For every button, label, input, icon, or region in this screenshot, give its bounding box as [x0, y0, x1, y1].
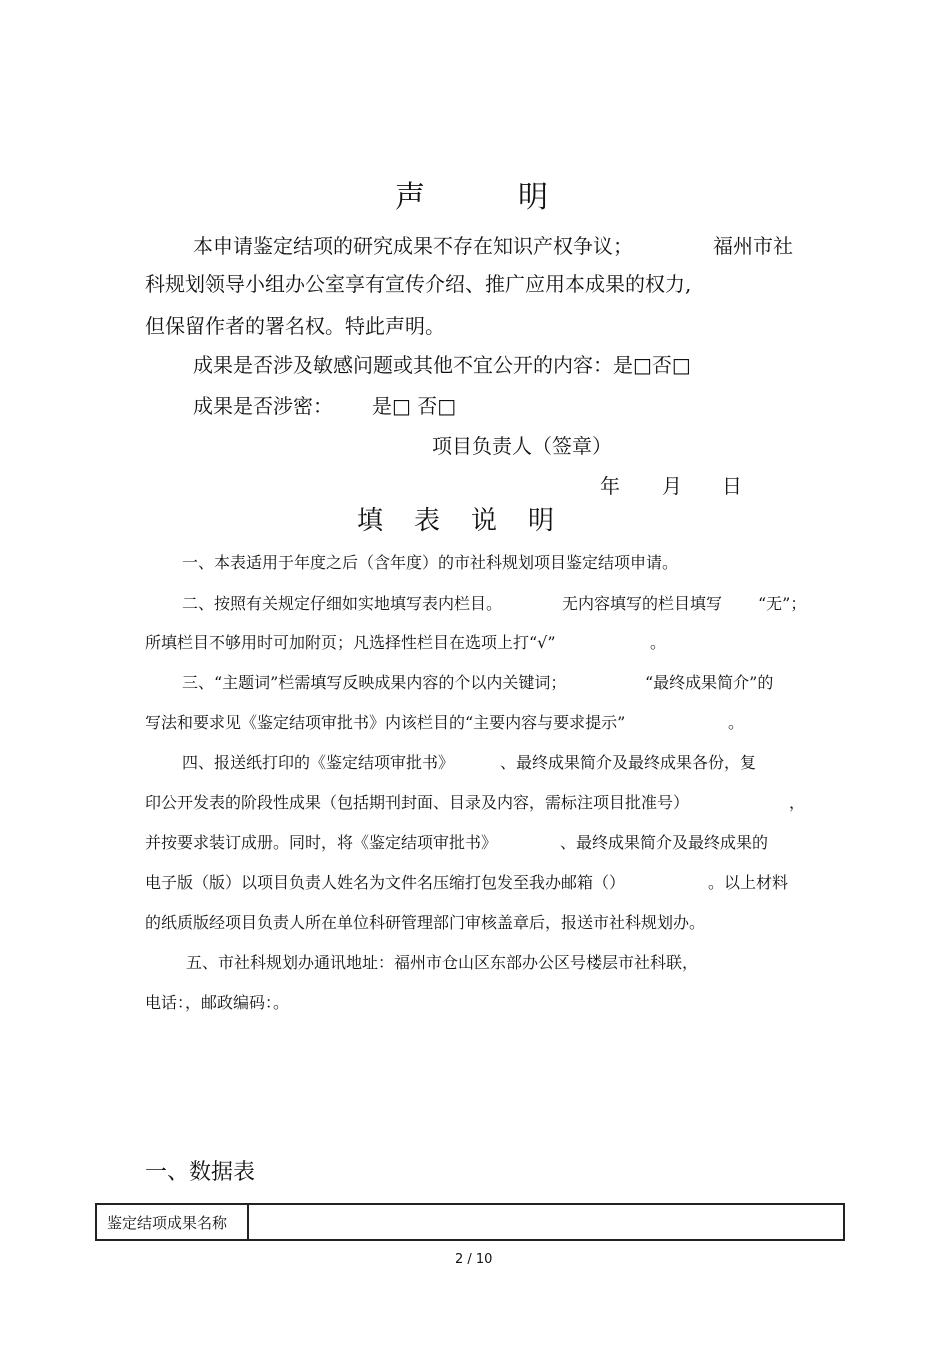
instruction-2-line-1c: “无”；	[758, 594, 807, 613]
instructions-title-char-3: 说	[471, 506, 498, 536]
declaration-para-line-3: 但保留作者的署名权。特此声明。	[145, 314, 445, 338]
data-section-heading: 一、数据表	[145, 1160, 256, 1185]
instruction-1-line-1: 一、本表适用于年度之后（含年度）的市社科规划项目鉴定结项申请。	[182, 553, 679, 572]
table-row	[96, 1204, 844, 1240]
declaration-para-line-1b: 福州市社	[713, 234, 793, 258]
instruction-2-line-1b: 无内容填写的栏目填写	[562, 594, 723, 613]
date-month: 月	[662, 474, 682, 498]
instruction-3-line-1b: “最终成果简介”的	[645, 673, 774, 692]
instructions-title-char-1: 填	[357, 506, 384, 536]
declaration-para-line-1a: 本申请鉴定结项的研究成果不存在知识产权争议；	[193, 234, 633, 258]
declaration-title-char-2: 明	[518, 180, 548, 215]
instruction-4-line-1a: 四、报送纸打印的《鉴定结项审批书》	[182, 753, 455, 772]
instruction-4-line-5: 的纸质版经项目负责人所在单位科研管理部门审核盖章后，报送市社科规划办。	[145, 913, 706, 932]
date-year: 年	[600, 474, 620, 498]
instruction-3-line-2a: 写法和要求见《鉴定结项审批书》内该栏目的“主要内容与要求提示”	[145, 713, 626, 732]
sensitive-content-question: 成果是否涉及敏感问题或其他不宜公开的内容：是□否□	[193, 353, 691, 377]
instruction-4-line-2b: ，	[789, 793, 806, 812]
instruction-2-line-2b: 。	[650, 633, 667, 652]
instruction-4-line-3b: 、最终成果简介及最终成果的	[560, 833, 769, 852]
data-table	[95, 1203, 845, 1241]
instructions-title-char-4: 明	[528, 506, 555, 536]
instruction-4-line-1b: 、最终成果简介及最终成果各份，复	[500, 753, 757, 772]
instructions-title-char-2: 表	[414, 506, 441, 536]
instruction-5-line-2: 电话：，邮政编码：。	[145, 993, 290, 1012]
secret-question-options: 是□ 否□	[372, 394, 457, 418]
result-name-field[interactable]	[248, 1204, 844, 1240]
instruction-4-line-2a: 印公开发表的阶段性成果（包括期刊封面、目录及内容，需标注项目批准号）	[145, 793, 690, 812]
secret-question-label: 成果是否涉密：	[193, 394, 333, 418]
instruction-4-line-4b: 。以上材料	[708, 873, 789, 892]
signature-line: 项目负责人（签章）	[432, 434, 612, 458]
instruction-2-line-2a: 所填栏目不够用时可加附页；凡选择性栏目在选项上打“√”	[145, 633, 556, 652]
instruction-5-line-1: 五、市社科规划办通讯地址：福州市仓山区东部办公区号楼层市社科联，	[186, 953, 699, 972]
declaration-title-char-1: 声	[395, 180, 425, 215]
declaration-para-line-2: 科规划领导小组办公室享有宣传介绍、推广应用本成果的权力,	[145, 272, 692, 296]
instruction-4-line-3a: 并按要求装订成册。同时，将《鉴定结项审批书》	[145, 833, 498, 852]
instruction-3-line-2b: 。	[728, 713, 745, 732]
result-name-label: 鉴定结项成果名称	[96, 1204, 248, 1240]
instruction-3-line-1a: 三、“主题词”栏需填写反映成果内容的个以内关键词；	[182, 673, 567, 692]
page-number: 2 / 10	[455, 1252, 493, 1267]
instruction-4-line-4a: 电子版（版）以项目负责人姓名为文件名压缩打包发至我办邮箱（）	[145, 873, 626, 892]
instruction-2-line-1a: 二、按照有关规定仔细如实地填写表内栏目。	[182, 594, 503, 613]
date-day: 日	[722, 474, 742, 498]
